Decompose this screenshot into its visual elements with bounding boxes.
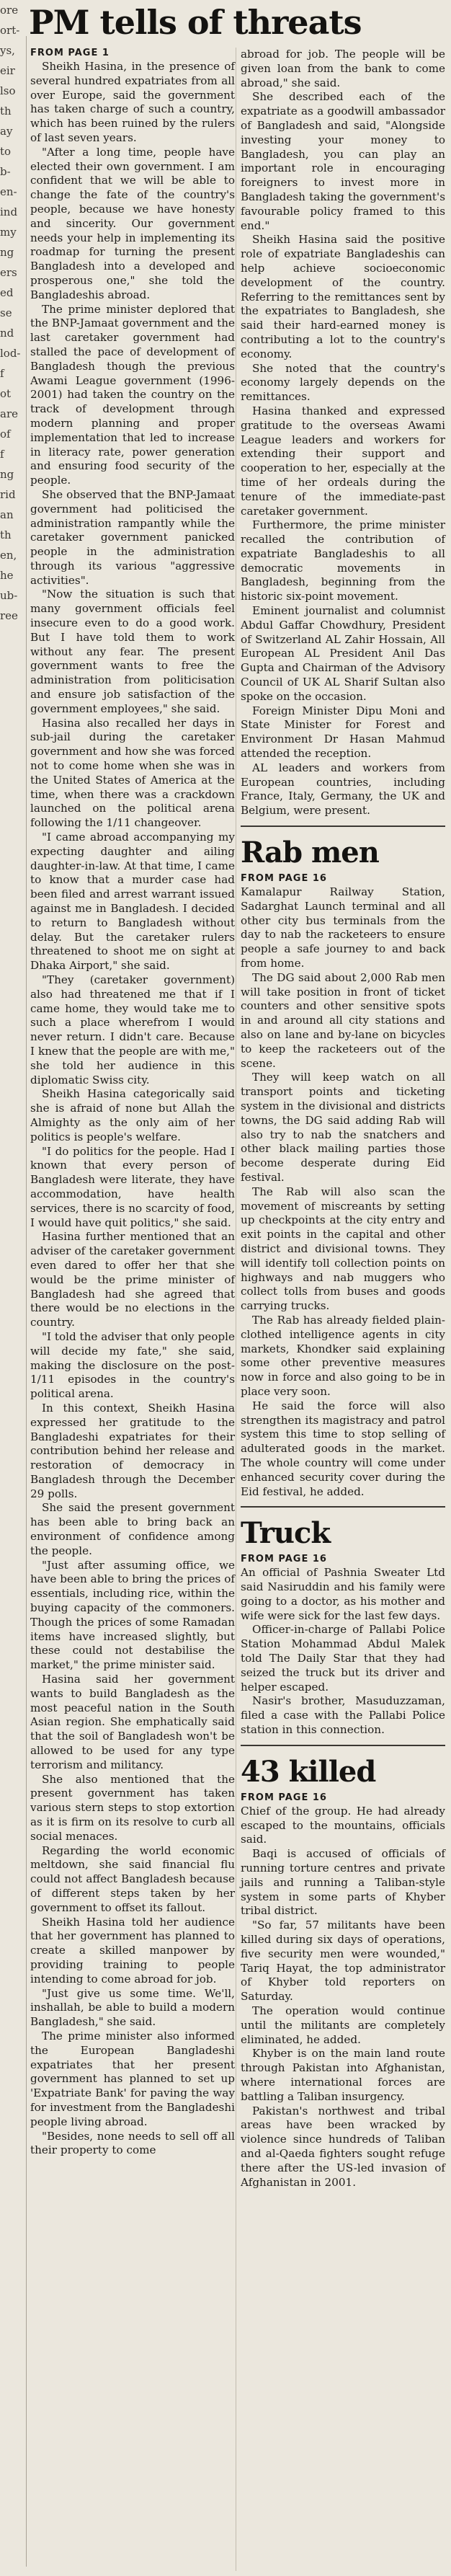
paragraph: Officer-in-charge of Pallabi Police Station Mohammad Abdul Malek told The Daily Star that they had seized the truck but its driver and helper escaped. [241,1623,445,1694]
paragraph: "They (caretaker government) also had threatened me that if I came home, they would take me to such a place wherefrom I would never return. I didn't care. Because I knew that the people are with me," she told her audience in this diplomatic Swiss city. [30,973,235,1086]
paragraph: Hasina said her government wants to build Bangladesh as the most peaceful nation in the South Asian region. She emphatically said that the soil of Bangladesh won't be allowed to be used for any type terrorism and militancy. [30,1673,235,1771]
paragraph: Regarding the world economic meltdown, she said financial flu could not affect Bangladesh because of different steps taken by her government to offset its fallout. [30,1844,235,1914]
rab-headline: Rab men [241,836,379,870]
paragraph: Sheikh Hasina told her audience that her government has planned to create a skilled manpower by providing training to people intending to come abroad for job. [30,1915,235,1986]
paragraph: The operation would continue until the militants are completely eliminated, he added. [241,2004,445,2046]
paragraph: He said the force will also strengthen its magistracy and patrol system this time to stop selling of adulterated goods in the market. The whole country will come under enhanced security cover during the Eid festival, he added. [241,1399,445,1498]
paragraph: The Rab has already fielded plain-clothed intelligence agents in city markets, Khondker said explaining some other preventive measures now in force and also going to be in place very soon. [241,1313,445,1398]
paragraph: In this context, Sheikh Hasina expressed her gratitude to the Bangladeshi expatriates for their contribution behind her release and restoration of democracy in Bangladesh through the December 29 polls. [30,1401,235,1500]
dateline-killed: FROM PAGE 16 [241,1792,327,1803]
column-right [241,48,445,2190]
gutter-fragment: b- [0,165,11,178]
paragraph: Chief of the group. He had already escaped to the mountains, officials said. [241,1804,445,1846]
gutter-fragment: th [0,105,12,118]
column-left [30,48,235,2158]
paragraph: Nasir's brother, Masuduzzaman, filed a case with the Pallabi Police station in this connection. [241,1694,445,1737]
paragraph: She also mentioned that the present government has taken various stern steps to stop extortion as it is firm on its resolve to curb all social menaces. [30,1772,235,1843]
paragraph: She said the present government has been able to bring back an environment of confidence among the people. [30,1501,235,1557]
gutter-fragment: ay [0,125,13,138]
gutter-fragment: are [0,407,18,420]
gutter-fragment: ys, [0,44,15,57]
paragraph: Hasina also recalled her days in sub-jail during the caretaker government and how she was forced not to come home when she was in the United States of America at the time, when there was a crackdown launched on the political arena following the 1/11 changeover. [30,716,235,830]
paragraph: "Just after assuming office, we have been able to bring the prices of essentials, including rice, within the buying capacity of the commoners. Though the prices of some Ramadan items have increased slightly, but these could not destabilise the market," the prime minister said. [30,1558,235,1672]
gutter-fragment: se [0,306,12,319]
paragraph: The Rab will also scan the movement of miscreants by setting up checkpoints at the city entry and exit points in the capital and other district and divisional towns. They will identify toll collection points on highways and nab muggers who collect tolls from buses and goods carrying trucks. [241,1185,445,1313]
gutter-fragment: ot [0,387,12,400]
gutter-fragment: ub- [0,589,18,602]
rab-story-body [241,885,445,1499]
gutter-fragment: lod- [0,347,21,360]
pm-story-body-left [30,60,235,2158]
paragraph: Hasina thanked and expressed gratitude to the overseas Awami League leaders and workers for extending their support and cooperation to her, especially at the time of her ordeals during the tenure of the immediate-past caretaker government. [241,404,445,518]
paragraph: The DG said about 2,000 Rab men will take position in front of ticket counters and other sensitive spots in and around all city stations and also on lane and by-lane on bicycles to keep the racketeers out of the scene. [241,970,445,1070]
paragraph: Eminent journalist and columnist Abdul Gaffar Chowdhury, President of Switzerland AL Zahir Hossain, All European AL President Anil Das Gupta and Chairman of the Advisory Council of UK AL Sharif Sultan also spoke on the occasion. [241,604,445,703]
paragraph: Khyber is on the main land route through Pakistan into Afghanistan, where international forces are battling a Taliban insurgency. [241,2047,445,2103]
gutter-fragment: ind [0,205,18,218]
gutter-fragment: ed [0,286,14,299]
dateline-pm: FROM PAGE 1 [30,48,110,58]
gutter-fragment: ree [0,609,18,622]
paragraph: She described each of the expatriate as a goodwill ambassador of Bangladesh and said, "Alongside investing your money to Bangladesh, you can play an important role in encouraging foreigners to invest more in Bangladesh taking the government's favourable policy framed to this end." [241,90,445,232]
gutter-fragment: th [0,528,12,541]
paragraph: "I do politics for the people. Had I known that every person of Bangladesh were literate, they have accommodation, have health services, there is no scarcity of food, I would have quit politics," she said. [30,1144,235,1229]
killed-headline: 43 killed [241,1754,376,1789]
section-rule [241,1506,445,1508]
dateline-rab: FROM PAGE 16 [241,873,327,885]
paragraph: "Just give us some time. We'll, inshallah, be able to build a modern Bangladesh," she said. [30,1986,235,2029]
truck-headline: Truck [241,1516,331,1551]
paragraph: The prime minister also informed the European Bangladeshi expatriates that her present government has planned to set up 'Expatriate Bank' for paving the way for investment from the Bangladeshi people living abroad. [30,2029,235,2128]
paragraph: AL leaders and workers from European countries, including France, Italy, Germany, the UK and Belgium, were present. [241,761,445,818]
paragraph: "Besides, none needs to sell off all their property to come [30,2129,235,2157]
pm-story-body-right [241,48,445,818]
killed-story-body [241,1805,445,2190]
gutter-fragment: f [0,448,4,461]
paragraph: She observed that the BNP-Jamaat government had politicised the administration rampantly while the caretaker government panicked people in the administration through its various "aggressive activities". [30,487,235,587]
truck-story-body [241,1566,445,1738]
paragraph: The prime minister deplored that the BNP-Jamaat government and the last caretaker government had stalled the pace of development of Bangladesh though the previous Awami League government (1996-2001) had taken the country on the track of development through modern planning and proper implementation that led to increase in literacy rate, power generation and ensuring food security of the people. [30,302,235,487]
paragraph: Baqi is accused of officials of running torture centres and private jails and running a Taliban-style system in some parts of Khyber tribal district. [241,1847,445,1918]
gutter-fragment: rid [0,488,16,501]
gutter-fragment: ng [0,468,14,481]
paragraph: Sheikh Hasina said the positive role of expatriate Bangladeshis can help achieve socioeconomic development of the country. Referring to the remittances sent by the expatriates to Bangladesh, she said their hard-earned money is contributing a lot to the country's economy. [241,233,445,360]
gutter-fragment: ers [0,266,17,279]
gutter-fragment: ore [0,4,19,17]
gutter-fragment: ort- [0,24,20,37]
paragraph: Sheikh Hasina categorically said she is afraid of none but Allah the Almighty as the only aim of her politics is people's welfare. [30,1087,235,1143]
paragraph: abroad for job. The people will be given loan from the bank to come abroad," she said. [241,48,445,89]
dateline-truck: FROM PAGE 16 [241,1554,327,1565]
paragraph: They will keep watch on all transport points and ticketing system in the divisional and districts towns, the DG said adding Rab will also try to nab the snatchers and other black mailing parties those become desperate during Eid festival. [241,1071,445,1184]
gutter-fragment: lso [0,84,16,97]
gutter-fragment: my [0,226,17,239]
gutter-fragment: an [0,508,14,521]
column-divider-left [26,36,27,2567]
gutter-fragment: nd [0,327,14,340]
paragraph: She noted that the country's economy largely depends on the remittances. [241,361,445,404]
gutter-fragment: f [0,367,4,380]
paragraph: "I told the adviser that only people will decide my fate," she said, making the disclosure on the post-1/11 episodes in the country's political arena. [30,1329,235,1401]
paragraph: Foreign Minister Dipu Moni and State Minister for Forest and Environment Dr Hasan Mahmud attended the reception. [241,704,445,761]
main-headline: PM tells of threats [29,3,362,42]
gutter-fragment: ng [0,246,14,259]
paragraph: "Now the situation is such that many government officials feel insecure even to do a good work. But I have told them to work without any fear. The present government wants to free the administration from politicisation and ensure job satisfaction of the government employees," she said. [30,588,235,715]
paragraph: Furthermore, the prime minister recalled the contribution of expatriate Bangladeshis to all democratic movements in Bangladesh, beginning from the historic six-point movement. [241,518,445,603]
gutter-fragment: to [0,145,12,158]
adjacent-column-fragments [0,0,24,2576]
paragraph: "After a long time, people have elected their own government. I am confident that we will be able to change the fate of the country's people, because we have honesty and sincerity. Our government needs your help in implementing its roadmap for turning the present Bangladesh into a developed and prosperous one," she told the Bangladeshis abroad. [30,145,235,301]
paragraph: Kamalapur Railway Station, Sadarghat Launch terminal and all other city bus terminals from the day to nab the racketeers to ensure people a safe journey to and back from home. [241,885,445,970]
section-rule [241,826,445,827]
gutter-fragment: of [0,428,11,441]
paragraph: "So far, 57 militants have been killed during six days of operations, five security men were wounded," Tariq Hayat, the top administrator of Khyber told reporters on Saturday. [241,1918,445,2004]
paragraph: "I came abroad accompanying my expecting daughter and ailing daughter-in-law. At that time, I came to know that a murder case had been filed and arrest warrant issued against me in Bangladesh. I decided to return to Bangladesh without delay. But the caretaker rulers threatened to shoot me on sight at Dhaka Airport," she said. [30,831,235,973]
paragraph: Hasina further mentioned that an adviser of the caretaker government even dared to offer her that she would be the prime minister of Bangladesh had she agreed that there would be no elections in the country. [30,1230,235,1329]
gutter-fragment: en, [0,549,17,562]
gutter-fragment: eir [0,64,15,77]
gutter-fragment: en- [0,185,17,198]
gutter-fragment: he [0,569,14,582]
paragraph: Pakistan's northwest and tribal areas have been wracked by violence since hundreds of Taliban and al-Qaeda fighters sought refuge there after the US-led invasion of Afghanistan in 2001. [241,2104,445,2189]
paragraph: An official of Pashnia Sweater Ltd said Nasiruddin and his family were going to a doctor, as his mother and wife were sick for the last few days. [241,1566,445,1622]
paragraph: Sheikh Hasina, in the presence of several hundred expatriates from all over Europe, said the government has taken charge of such a country, which has been ruined by the rulers of last seven years. [30,60,235,144]
section-rule [241,1745,445,1746]
